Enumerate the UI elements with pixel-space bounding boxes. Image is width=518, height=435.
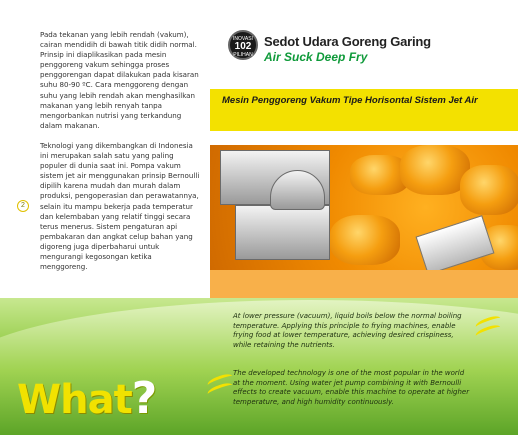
vacuum-fryer-base-image	[235, 205, 330, 260]
what-word: What	[17, 377, 132, 423]
inovasi-102-badge	[228, 30, 258, 60]
paragraph-technology: Teknologi yang dikembangkan di Indonesia ini merupakan salah satu yang paling populer di dunia saat ini. Pompa vakum sistem jet air menggunakan prinsip Bernoulli dipilih karena mudah dan murah dalam produksi, pengoperasian dan perawatannya, selain itu mampu bekerja pada temperatur dan kelembaban yang relatif tinggi secara terus menerus. Sistem pengaturan api pembakaran dan angkat celup bahan yang digoreng juga diperbaharui untuk mengurangi kegosongan ketika menggoreng.	[40, 140, 200, 272]
indonesian-text-column	[40, 30, 200, 282]
question-mark: ?	[131, 373, 157, 424]
section-banner: Mesin Penggoreng Vakum Tipe Horisontal Sistem Jet Air	[210, 89, 518, 131]
english-paragraph-1: At lower pressure (vacuum), liquid boils below the normal boiling temperature. Applying this principle to frying machines, enable frying food at lower temperature, achieving desired crispiness, while retaining the nutrients.	[233, 312, 462, 350]
snack-image	[330, 215, 400, 265]
what-heading	[17, 373, 156, 424]
badge-top-label: INOVASI	[233, 36, 253, 42]
product-photo	[210, 145, 518, 270]
snack-image	[460, 165, 518, 215]
page-title: Sedot Udara Goreng Garing	[264, 34, 431, 49]
badge-number: 102	[234, 41, 252, 52]
english-paragraph-2: The developed technology is one of the most popular in the world at the moment. Using water jet pump combining it with Bernoulli effects to create vacuum, enable this machine to operate at higher temperature, and high humidity continuously.	[233, 369, 470, 407]
page-subtitle: Air Suck Deep Fry	[264, 50, 368, 64]
paragraph-vacuum-principle: Pada tekanan yang lebih rendah (vakum), cairan mendidih di bawah titik didih normal. Prinsip ini diaplikasikan pada mesin penggoreng vakum sehingga proses penggorengan dapat dilakukan pada kisaran suhu 80-90 ºC. Cara menggoreng dengan suhu yang lebih rendah akan menghasilkan makanan yang lebih renyah tanpa mengorbankan nutrisi yang terkandung dalam makanan.	[40, 30, 199, 130]
badge-bottom-label: PILIHAN	[233, 52, 253, 58]
page-number: 2	[17, 200, 29, 212]
